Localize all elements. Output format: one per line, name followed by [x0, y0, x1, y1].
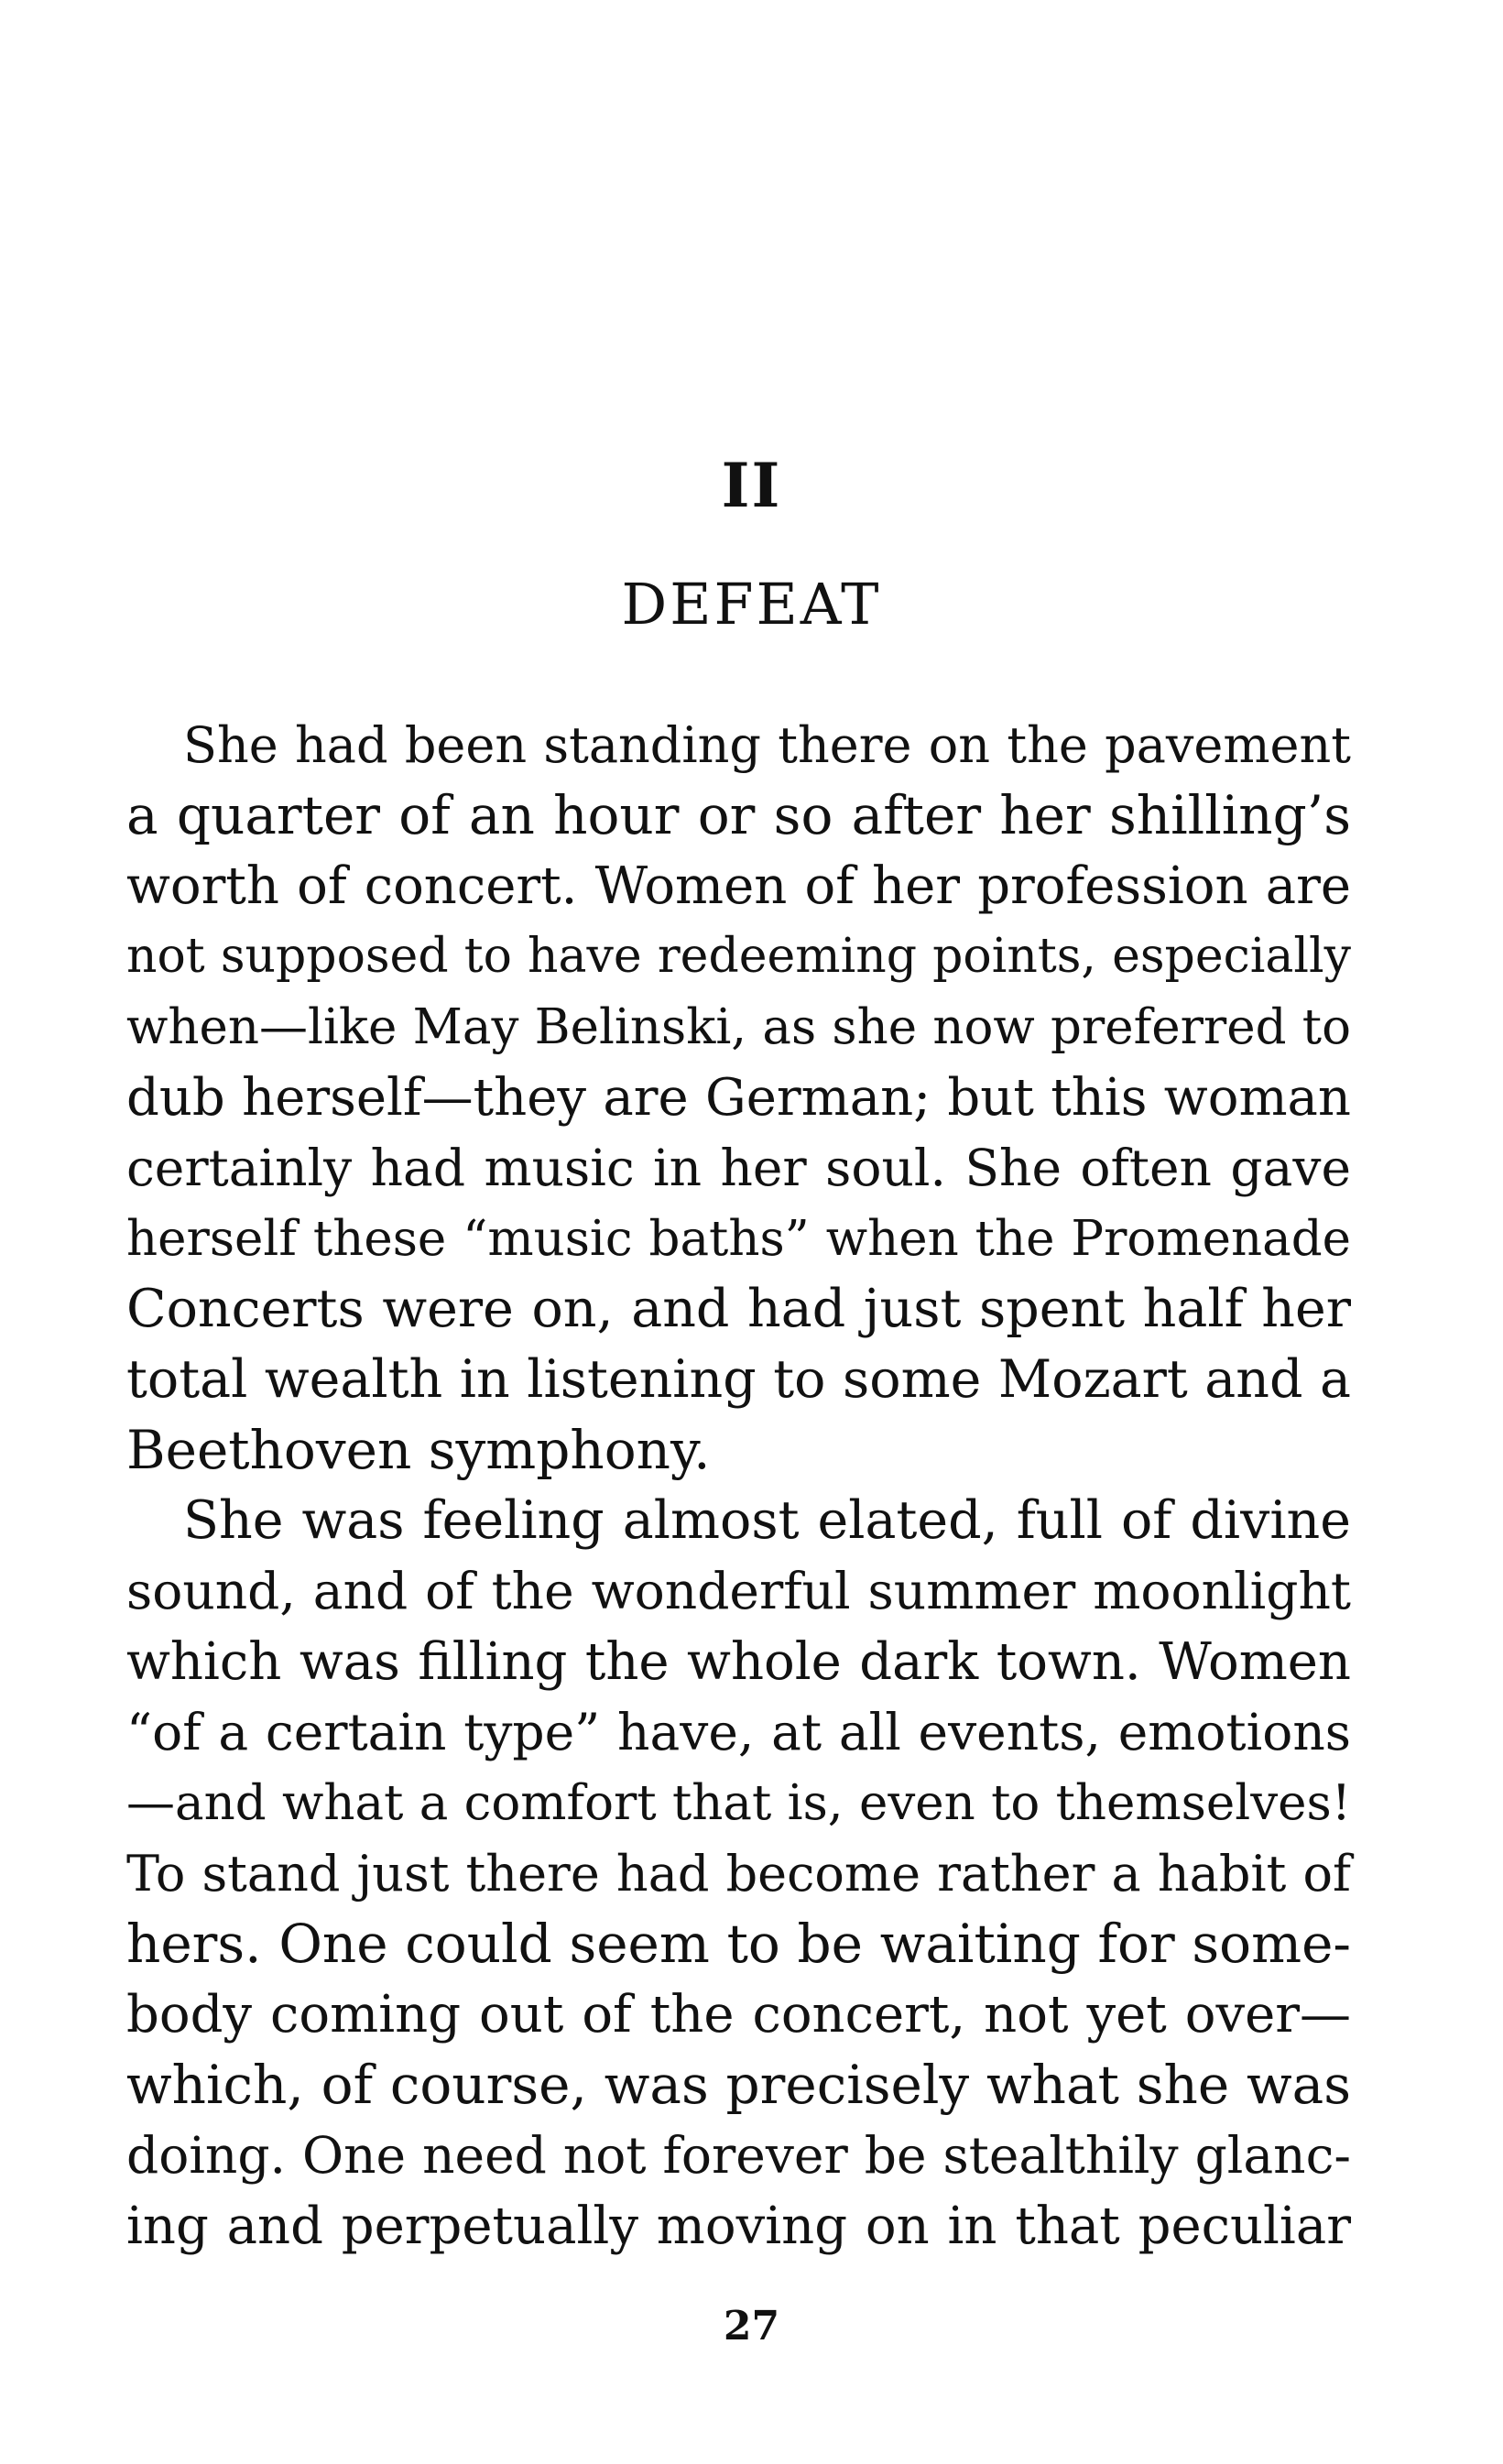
text-line: doing. One need not forever be stealthily glanc-	[126, 2126, 1351, 2185]
chapter-title: DEFEAT	[621, 571, 882, 638]
text-line: Beethoven symphony.	[126, 1419, 711, 1481]
text-line: sound, and of the wonderful summer moonlight	[126, 1562, 1351, 1620]
text-line: worth of concert. Women of her profession are	[126, 856, 1351, 916]
text-line: To stand just there had become rather a habit of	[126, 1845, 1351, 1903]
text-line: which, of course, was precisely what she was	[126, 2054, 1351, 2116]
text-line: total wealth in listening to some Mozart and a	[126, 1349, 1351, 1410]
chapter-body	[126, 710, 1351, 2262]
text-line: ing and perpetually moving on in that peculiar	[126, 2197, 1351, 2256]
text-line: dub herself—they are German; but this woman	[126, 1068, 1351, 1128]
text-line: “of a certain type” have, at all events, emotions	[126, 1703, 1351, 1761]
paragraph	[126, 710, 1351, 1486]
chapter-number: II	[721, 450, 782, 521]
text-line: not supposed to have redeeming points, especially	[126, 929, 1351, 984]
text-line: hers. One could seem to be waiting for some-	[126, 1913, 1351, 1975]
text-line: a quarter of an hour or so after her shilling’s	[126, 784, 1351, 846]
text-line: —and what a comfort that is, even to themselves!	[126, 1775, 1351, 1831]
page-number: 27	[723, 2303, 780, 2350]
paragraph	[126, 1486, 1351, 2262]
text-line: She had been standing there on the pavement	[183, 716, 1351, 774]
text-line: She was feeling almost elated, full of divine	[183, 1490, 1351, 1551]
text-line: herself these “music baths” when the Promenade	[126, 1211, 1351, 1267]
text-line: body coming out of the concert, not yet over—	[126, 1985, 1351, 2044]
text-line: which was filling the whole dark town. Women	[126, 1632, 1351, 1692]
text-line: when—like May Belinski, as she now preferred to	[126, 999, 1351, 1055]
text-line: certainly had music in her soul. She often gave	[126, 1139, 1351, 1197]
text-line: Concerts were on, and had just spent half her	[126, 1279, 1351, 1339]
